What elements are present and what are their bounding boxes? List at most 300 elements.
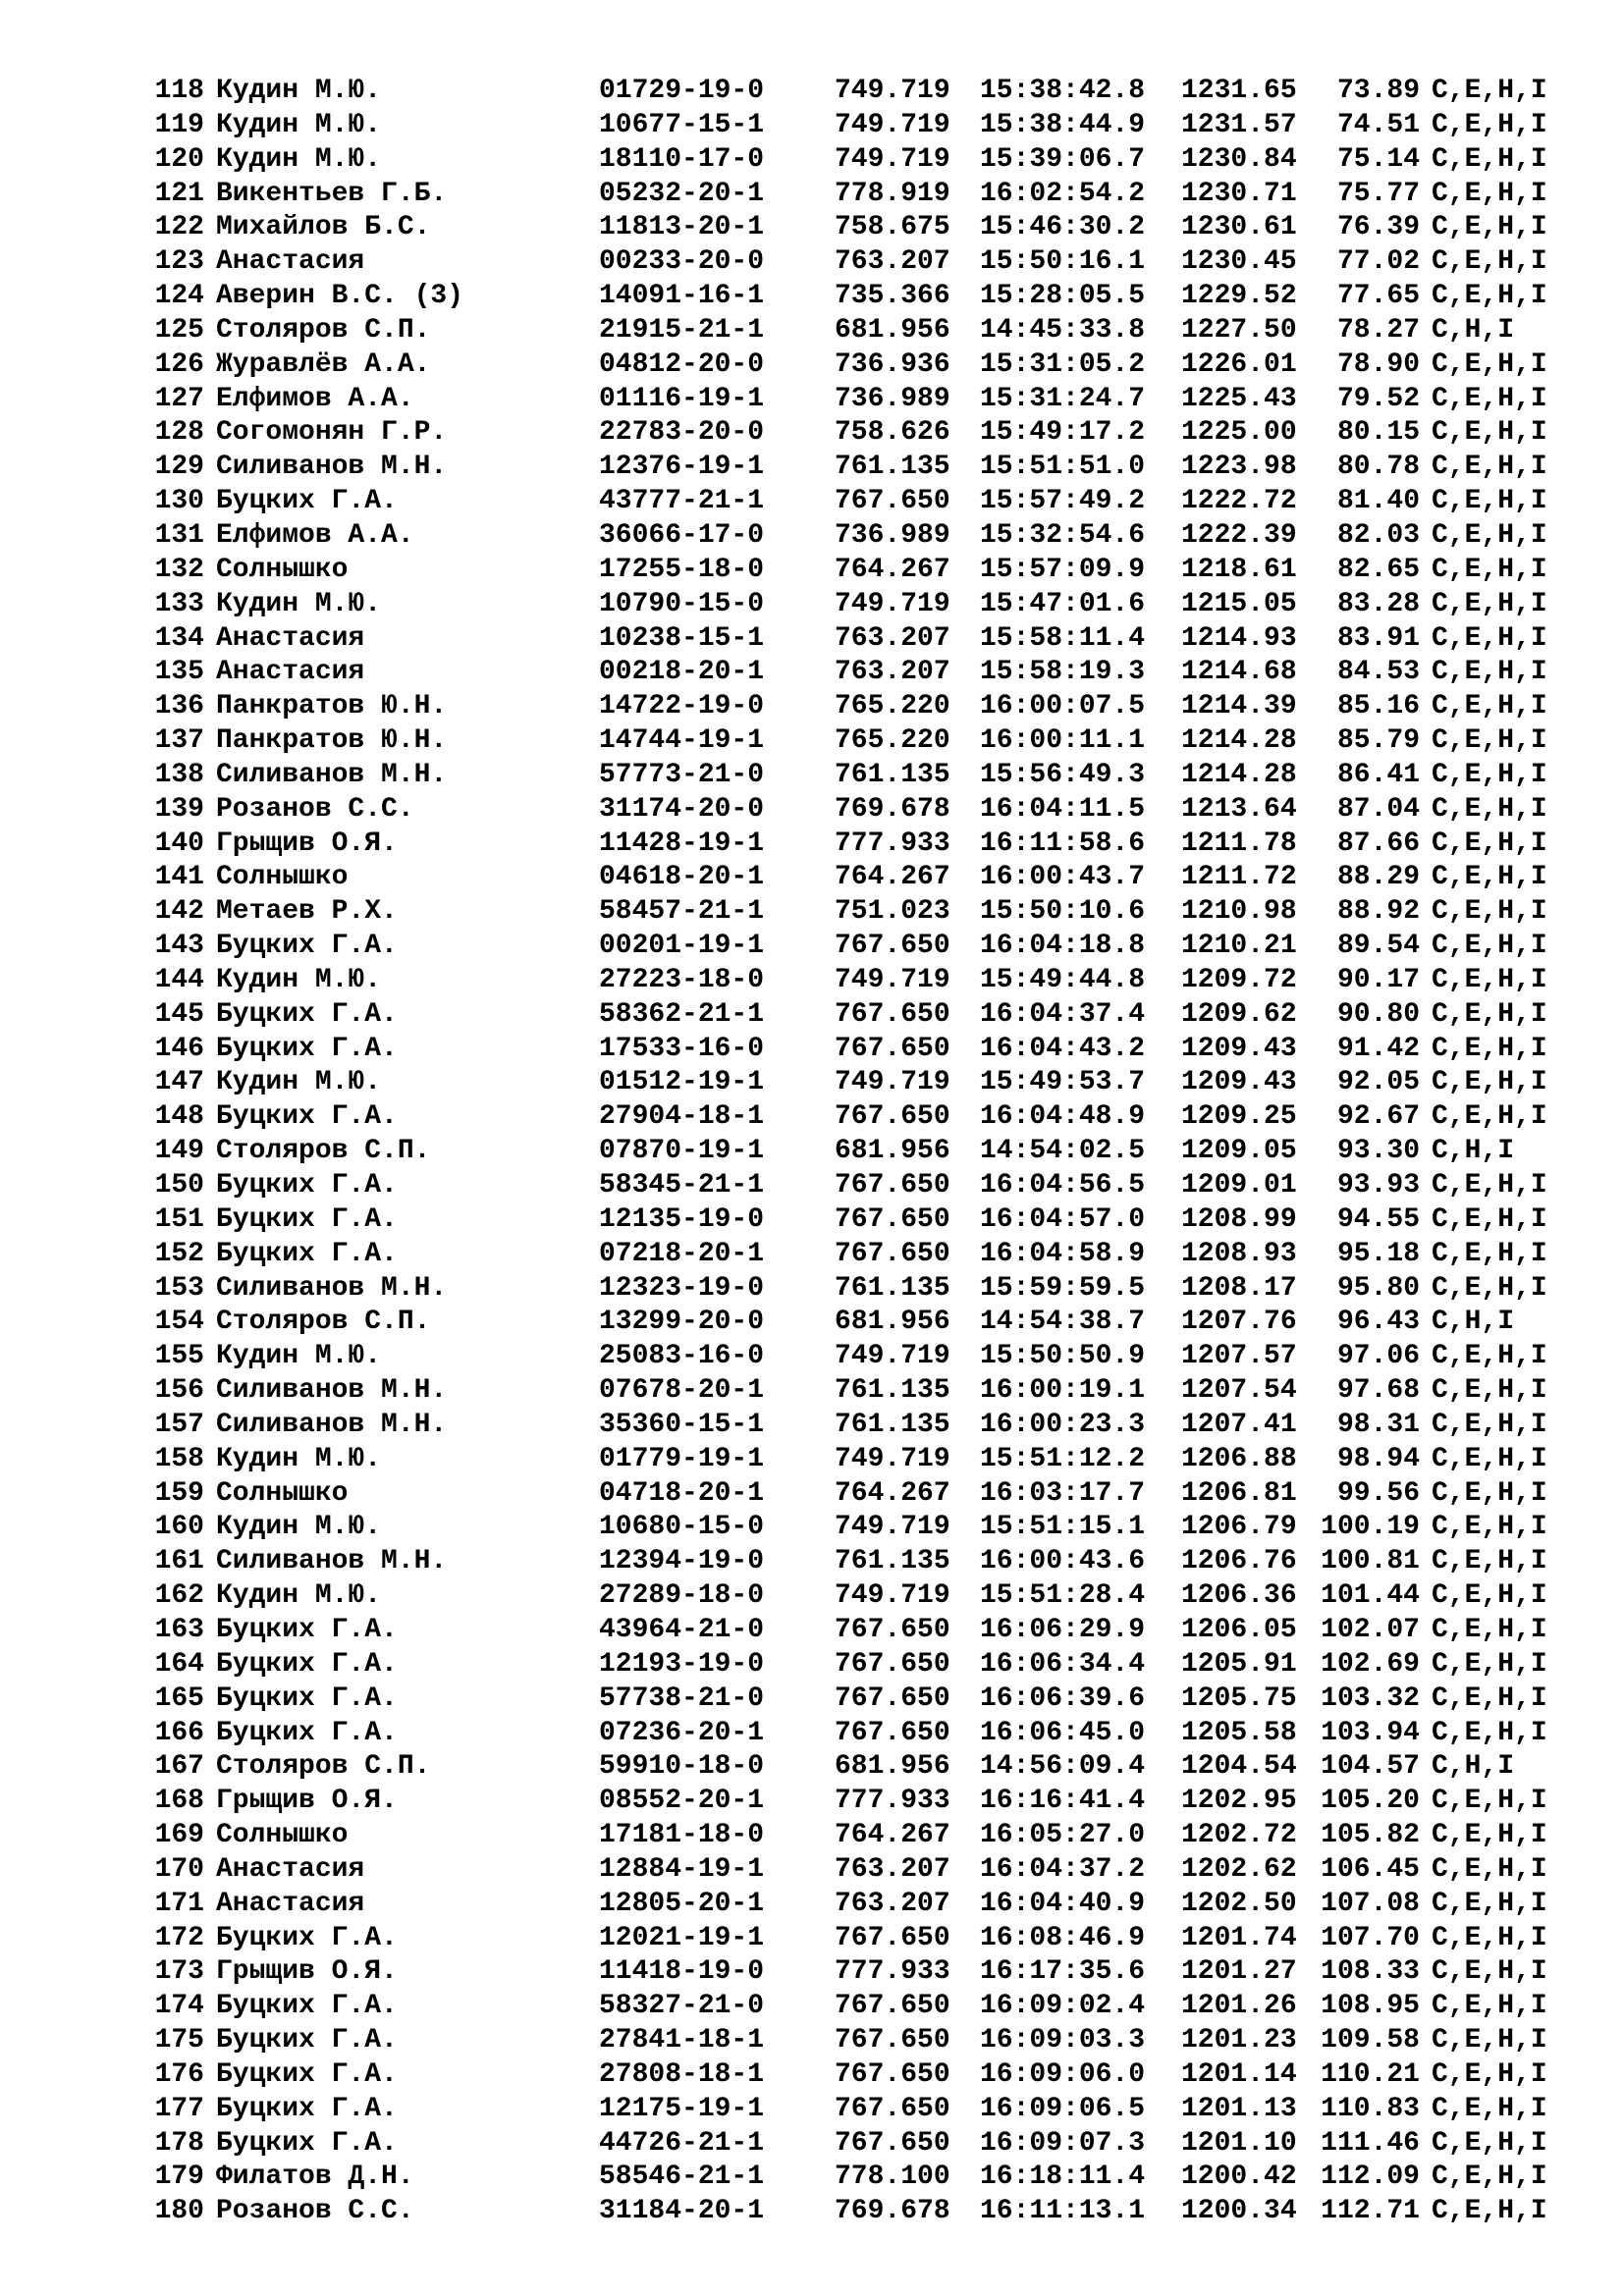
speed-cell: 1231.57: [1181, 109, 1297, 140]
arrival-time-cell: 16:00:19.1: [980, 1375, 1146, 1407]
distance-cell: 761.135: [835, 1546, 950, 1577]
fancier-name-cell: Кудин М.Ю.: [216, 1580, 382, 1612]
points-cell: 105.82: [1321, 1820, 1420, 1851]
points-cell: 93.93: [1336, 1170, 1420, 1201]
points-cell: 102.69: [1321, 1648, 1420, 1680]
distance-cell: 767.650: [835, 1682, 950, 1714]
points-cell: 78.27: [1336, 314, 1420, 346]
speed-cell: 1226.01: [1181, 348, 1297, 380]
distance-cell: 758.626: [835, 417, 950, 449]
distance-cell: 778.919: [835, 178, 950, 209]
speed-cell: 1207.57: [1181, 1341, 1297, 1372]
place-cell: 165: [154, 1682, 204, 1714]
distance-cell: 681.956: [835, 1307, 950, 1338]
points-cell: 95.80: [1336, 1272, 1420, 1304]
speed-cell: 1201.27: [1181, 1956, 1297, 1988]
speed-cell: 1201.13: [1181, 2093, 1297, 2124]
place-cell: 146: [154, 1033, 204, 1064]
categories-cell: C,E,H,I: [1432, 1033, 1547, 1064]
points-cell: 110.21: [1321, 2058, 1420, 2090]
result-row: [145, 109, 1579, 143]
points-cell: 87.04: [1336, 793, 1420, 825]
points-cell: 84.53: [1336, 657, 1420, 688]
points-cell: 82.03: [1336, 519, 1420, 551]
speed-cell: 1206.36: [1181, 1580, 1297, 1612]
ring-number-cell: 12193-19-0: [599, 1648, 765, 1680]
points-cell: 80.15: [1336, 417, 1420, 449]
place-cell: 174: [154, 1991, 204, 2022]
arrival-time-cell: 14:54:02.5: [980, 1136, 1146, 1167]
speed-cell: 1202.50: [1181, 1888, 1297, 1919]
distance-cell: 761.135: [835, 1375, 950, 1407]
distance-cell: 763.207: [835, 246, 950, 278]
place-cell: 150: [154, 1170, 204, 1201]
place-cell: 157: [154, 1409, 204, 1440]
arrival-time-cell: 15:38:42.8: [980, 76, 1146, 106]
fancier-name-cell: Кудин М.Ю.: [216, 588, 382, 619]
categories-cell: C,E,H,I: [1432, 1512, 1547, 1543]
arrival-time-cell: 16:04:40.9: [980, 1888, 1146, 1919]
arrival-time-cell: 16:09:03.3: [980, 2025, 1146, 2056]
speed-cell: 1202.95: [1181, 1786, 1297, 1817]
categories-cell: C,E,H,I: [1432, 1170, 1547, 1201]
categories-cell: C,E,H,I: [1432, 896, 1547, 928]
result-row: [145, 1238, 1579, 1272]
ring-number-cell: 27904-18-1: [599, 1101, 765, 1133]
fancier-name-cell: Грыщив О.Я.: [216, 1786, 398, 1817]
categories-cell: C,H,I: [1432, 1136, 1515, 1167]
categories-cell: C,E,H,I: [1432, 1717, 1547, 1748]
speed-cell: 1225.43: [1181, 383, 1297, 414]
ring-number-cell: 10238-15-1: [599, 622, 765, 654]
fancier-name-cell: Кудин М.Ю.: [216, 1443, 382, 1474]
fancier-name-cell: Розанов С.С.: [216, 793, 414, 825]
result-row: [145, 416, 1579, 451]
speed-cell: 1202.72: [1181, 1820, 1297, 1851]
distance-cell: 767.650: [835, 1033, 950, 1064]
fancier-name-cell: Журавлёв А.А.: [216, 348, 431, 380]
distance-cell: 765.220: [835, 725, 950, 757]
fancier-name-cell: Буцких Г.А.: [216, 486, 398, 517]
ring-number-cell: 07218-20-1: [599, 1238, 765, 1269]
speed-cell: 1214.28: [1181, 725, 1297, 757]
distance-cell: 749.719: [835, 588, 950, 619]
fancier-name-cell: Буцких Г.А.: [216, 1170, 398, 1201]
result-row: [145, 280, 1579, 314]
place-cell: 153: [154, 1272, 204, 1304]
ring-number-cell: 11813-20-1: [599, 212, 765, 243]
fancier-name-cell: Буцких Г.А.: [216, 1717, 398, 1748]
categories-cell: C,E,H,I: [1432, 964, 1547, 995]
ring-number-cell: 00201-19-1: [599, 931, 765, 962]
speed-cell: 1214.68: [1181, 657, 1297, 688]
place-cell: 147: [154, 1067, 204, 1098]
distance-cell: 767.650: [835, 1238, 950, 1269]
distance-cell: 767.650: [835, 1648, 950, 1680]
distance-cell: 763.207: [835, 657, 950, 688]
categories-cell: C,E,H,I: [1432, 246, 1547, 278]
fancier-name-cell: Буцких Г.А.: [216, 1203, 398, 1235]
ring-number-cell: 58457-21-1: [599, 896, 765, 928]
result-row: [145, 930, 1579, 964]
arrival-time-cell: 16:04:48.9: [980, 1101, 1146, 1133]
arrival-time-cell: 16:04:18.8: [980, 931, 1146, 962]
fancier-name-cell: Солнышко: [216, 1820, 349, 1851]
results-table: [145, 75, 1579, 2229]
result-row: [145, 211, 1579, 245]
place-cell: 140: [154, 828, 204, 859]
points-cell: 103.32: [1321, 1682, 1420, 1714]
points-cell: 97.68: [1336, 1375, 1420, 1407]
ring-number-cell: 12394-19-0: [599, 1546, 765, 1577]
arrival-time-cell: 16:11:13.1: [980, 2196, 1146, 2227]
result-row: [145, 1614, 1579, 1648]
categories-cell: C,E,H,I: [1432, 109, 1547, 140]
fancier-name-cell: Буцких Г.А.: [216, 1238, 398, 1269]
points-cell: 89.54: [1336, 931, 1420, 962]
arrival-time-cell: 16:09:06.5: [980, 2093, 1146, 2124]
ring-number-cell: 21915-21-1: [599, 314, 765, 346]
ring-number-cell: 01512-19-1: [599, 1067, 765, 1098]
ring-number-cell: 17181-18-0: [599, 1820, 765, 1851]
speed-cell: 1202.62: [1181, 1853, 1297, 1885]
arrival-time-cell: 15:57:49.2: [980, 486, 1146, 517]
fancier-name-cell: Викентьев Г.Б.: [216, 178, 448, 209]
result-row: [145, 143, 1579, 178]
ring-number-cell: 59910-18-0: [599, 1751, 765, 1783]
speed-cell: 1201.74: [1181, 1922, 1297, 1953]
speed-cell: 1201.23: [1181, 2025, 1297, 2056]
place-cell: 180: [154, 2196, 204, 2227]
distance-cell: 767.650: [835, 1614, 950, 1645]
result-row: [145, 1340, 1579, 1374]
ring-number-cell: 43964-21-0: [599, 1614, 765, 1645]
result-row: [145, 2024, 1579, 2058]
fancier-name-cell: Михайлов Б.С.: [216, 212, 431, 243]
categories-cell: C,E,H,I: [1432, 1614, 1547, 1645]
result-row: [145, 793, 1579, 828]
result-row: [145, 1682, 1579, 1717]
fancier-name-cell: Анастасия: [216, 246, 365, 278]
result-row: [145, 1990, 1579, 2024]
arrival-time-cell: 15:32:54.6: [980, 519, 1146, 551]
distance-cell: 749.719: [835, 1443, 950, 1474]
distance-cell: 765.220: [835, 691, 950, 722]
distance-cell: 763.207: [835, 622, 950, 654]
place-cell: 152: [154, 1238, 204, 1269]
points-cell: 108.95: [1321, 1991, 1420, 2022]
ring-number-cell: 00233-20-0: [599, 246, 765, 278]
categories-cell: C,E,H,I: [1432, 828, 1547, 859]
place-cell: 143: [154, 931, 204, 962]
points-cell: 106.45: [1321, 1853, 1420, 1885]
result-row: [145, 1648, 1579, 1682]
fancier-name-cell: Силиванов М.Н.: [216, 1272, 448, 1304]
arrival-time-cell: 16:04:37.4: [980, 998, 1146, 1030]
result-row: [145, 2127, 1579, 2162]
place-cell: 171: [154, 1888, 204, 1919]
arrival-time-cell: 16:11:58.6: [980, 828, 1146, 859]
arrival-time-cell: 14:54:38.7: [980, 1307, 1146, 1338]
categories-cell: C,E,H,I: [1432, 452, 1547, 483]
place-cell: 134: [154, 622, 204, 654]
speed-cell: 1215.05: [1181, 588, 1297, 619]
fancier-name-cell: Грыщив О.Я.: [216, 828, 398, 859]
fancier-name-cell: Грыщив О.Я.: [216, 1956, 398, 1988]
speed-cell: 1229.52: [1181, 281, 1297, 312]
speed-cell: 1206.79: [1181, 1512, 1297, 1543]
speed-cell: 1209.01: [1181, 1170, 1297, 1201]
speed-cell: 1210.98: [1181, 896, 1297, 928]
categories-cell: C,E,H,I: [1432, 76, 1547, 106]
fancier-name-cell: Метаев Р.Х.: [216, 896, 398, 928]
points-cell: 78.90: [1336, 348, 1420, 380]
place-cell: 149: [154, 1136, 204, 1167]
place-cell: 135: [154, 657, 204, 688]
speed-cell: 1230.71: [1181, 178, 1297, 209]
categories-cell: C,E,H,I: [1432, 1409, 1547, 1440]
distance-cell: 767.650: [835, 1717, 950, 1748]
categories-cell: C,H,I: [1432, 1307, 1515, 1338]
speed-cell: 1205.91: [1181, 1648, 1297, 1680]
points-cell: 77.65: [1336, 281, 1420, 312]
arrival-time-cell: 16:04:37.2: [980, 1853, 1146, 1885]
arrival-time-cell: 15:58:19.3: [980, 657, 1146, 688]
result-row: [145, 1922, 1579, 1956]
fancier-name-cell: Силиванов М.Н.: [216, 1409, 448, 1440]
place-cell: 125: [154, 314, 204, 346]
categories-cell: C,E,H,I: [1432, 862, 1547, 893]
ring-number-cell: 12135-19-0: [599, 1203, 765, 1235]
speed-cell: 1201.10: [1181, 2127, 1297, 2159]
distance-cell: 767.650: [835, 486, 950, 517]
distance-cell: 749.719: [835, 1512, 950, 1543]
result-row: [145, 383, 1579, 417]
distance-cell: 763.207: [835, 1888, 950, 1919]
result-row: [145, 690, 1579, 724]
speed-cell: 1208.99: [1181, 1203, 1297, 1235]
fancier-name-cell: Кудин М.Ю.: [216, 1512, 382, 1543]
speed-cell: 1200.42: [1181, 2162, 1297, 2193]
fancier-name-cell: Аверин В.С. (3): [216, 281, 464, 312]
categories-cell: C,E,H,I: [1432, 793, 1547, 825]
ring-number-cell: 35360-15-1: [599, 1409, 765, 1440]
distance-cell: 767.650: [835, 2058, 950, 2090]
place-cell: 170: [154, 1853, 204, 1885]
distance-cell: 764.267: [835, 1820, 950, 1851]
result-row: [145, 1717, 1579, 1751]
distance-cell: 749.719: [835, 1580, 950, 1612]
result-row: [145, 1066, 1579, 1100]
result-row: [145, 554, 1579, 588]
fancier-name-cell: Филатов Д.Н.: [216, 2162, 414, 2193]
result-row: [145, 314, 1579, 348]
ring-number-cell: 13299-20-0: [599, 1307, 765, 1338]
points-cell: 95.18: [1336, 1238, 1420, 1269]
categories-cell: C,E,H,I: [1432, 1067, 1547, 1098]
distance-cell: 777.933: [835, 1956, 950, 1988]
categories-cell: C,E,H,I: [1432, 1853, 1547, 1885]
speed-cell: 1211.78: [1181, 828, 1297, 859]
points-cell: 112.09: [1321, 2162, 1420, 2193]
speed-cell: 1205.75: [1181, 1682, 1297, 1714]
speed-cell: 1209.05: [1181, 1136, 1297, 1167]
fancier-name-cell: Столяров С.П.: [216, 1307, 431, 1338]
distance-cell: 769.678: [835, 2196, 950, 2227]
fancier-name-cell: Кудин М.Ю.: [216, 109, 382, 140]
speed-cell: 1200.34: [1181, 2196, 1297, 2227]
arrival-time-cell: 16:00:43.6: [980, 1546, 1146, 1577]
points-cell: 101.44: [1321, 1580, 1420, 1612]
categories-cell: C,E,H,I: [1432, 2025, 1547, 2056]
speed-cell: 1209.62: [1181, 998, 1297, 1030]
result-row: [145, 1409, 1579, 1443]
categories-cell: C,E,H,I: [1432, 2162, 1547, 2193]
distance-cell: 767.650: [835, 2093, 950, 2124]
points-cell: 86.41: [1336, 759, 1420, 790]
points-cell: 75.77: [1336, 178, 1420, 209]
place-cell: 142: [154, 896, 204, 928]
place-cell: 131: [154, 519, 204, 551]
speed-cell: 1227.50: [1181, 314, 1297, 346]
result-row: [145, 1443, 1579, 1477]
place-cell: 121: [154, 178, 204, 209]
fancier-name-cell: Буцких Г.А.: [216, 1033, 398, 1064]
arrival-time-cell: 15:31:05.2: [980, 348, 1146, 380]
speed-cell: 1209.43: [1181, 1033, 1297, 1064]
arrival-time-cell: 16:04:56.5: [980, 1170, 1146, 1201]
fancier-name-cell: Кудин М.Ю.: [216, 143, 382, 175]
result-row: [145, 2058, 1579, 2093]
speed-cell: 1206.81: [1181, 1477, 1297, 1509]
ring-number-cell: 11418-19-0: [599, 1956, 765, 1988]
result-row: [145, 1272, 1579, 1307]
arrival-time-cell: 15:50:50.9: [980, 1341, 1146, 1372]
distance-cell: 769.678: [835, 793, 950, 825]
fancier-name-cell: Силиванов М.Н.: [216, 759, 448, 790]
distance-cell: 749.719: [835, 1341, 950, 1372]
ring-number-cell: 10680-15-0: [599, 1512, 765, 1543]
place-cell: 168: [154, 1786, 204, 1817]
result-row: [145, 1853, 1579, 1888]
place-cell: 167: [154, 1751, 204, 1783]
points-cell: 79.52: [1336, 383, 1420, 414]
speed-cell: 1213.64: [1181, 793, 1297, 825]
categories-cell: C,E,H,I: [1432, 725, 1547, 757]
points-cell: 85.79: [1336, 725, 1420, 757]
arrival-time-cell: 14:45:33.8: [980, 314, 1146, 346]
arrival-time-cell: 16:09:06.0: [980, 2058, 1146, 2090]
result-row: [145, 1750, 1579, 1785]
categories-cell: C,E,H,I: [1432, 1956, 1547, 1988]
place-cell: 126: [154, 348, 204, 380]
points-cell: 107.70: [1321, 1922, 1420, 1953]
ring-number-cell: 12175-19-1: [599, 2093, 765, 2124]
points-cell: 75.14: [1336, 143, 1420, 175]
fancier-name-cell: Солнышко: [216, 1477, 349, 1509]
categories-cell: C,E,H,I: [1432, 1922, 1547, 1953]
place-cell: 133: [154, 588, 204, 619]
points-cell: 98.94: [1336, 1443, 1420, 1474]
fancier-name-cell: Столяров С.П.: [216, 1136, 431, 1167]
categories-cell: C,E,H,I: [1432, 1272, 1547, 1304]
points-cell: 110.83: [1321, 2093, 1420, 2124]
place-cell: 158: [154, 1443, 204, 1474]
fancier-name-cell: Силиванов М.Н.: [216, 452, 448, 483]
ring-number-cell: 12021-19-1: [599, 1922, 765, 1953]
result-row: [145, 861, 1579, 895]
ring-number-cell: 58327-21-0: [599, 1991, 765, 2022]
result-row: [145, 1100, 1579, 1135]
arrival-time-cell: 16:08:46.9: [980, 1922, 1146, 1953]
points-cell: 88.92: [1336, 896, 1420, 928]
categories-cell: C,E,H,I: [1432, 1888, 1547, 1919]
arrival-time-cell: 15:56:49.3: [980, 759, 1146, 790]
speed-cell: 1222.72: [1181, 486, 1297, 517]
speed-cell: 1204.54: [1181, 1751, 1297, 1783]
place-cell: 176: [154, 2058, 204, 2090]
fancier-name-cell: Буцких Г.А.: [216, 1101, 398, 1133]
distance-cell: 758.675: [835, 212, 950, 243]
points-cell: 99.56: [1336, 1477, 1420, 1509]
fancier-name-cell: Анастасия: [216, 1853, 365, 1885]
ring-number-cell: 27808-18-1: [599, 2058, 765, 2090]
arrival-time-cell: 16:09:02.4: [980, 1991, 1146, 2022]
ring-number-cell: 31174-20-0: [599, 793, 765, 825]
fancier-name-cell: Столяров С.П.: [216, 314, 431, 346]
categories-cell: C,E,H,I: [1432, 1991, 1547, 2022]
place-cell: 145: [154, 998, 204, 1030]
result-row: [145, 964, 1579, 998]
place-cell: 137: [154, 725, 204, 757]
speed-cell: 1214.93: [1181, 622, 1297, 654]
ring-number-cell: 27841-18-1: [599, 2025, 765, 2056]
place-cell: 166: [154, 1717, 204, 1748]
place-cell: 151: [154, 1203, 204, 1235]
points-cell: 112.71: [1321, 2196, 1420, 2227]
categories-cell: C,E,H,I: [1432, 1648, 1547, 1680]
fancier-name-cell: Анастасия: [216, 622, 365, 654]
categories-cell: C,E,H,I: [1432, 1443, 1547, 1474]
speed-cell: 1230.84: [1181, 143, 1297, 175]
arrival-time-cell: 16:02:54.2: [980, 178, 1146, 209]
ring-number-cell: 08552-20-1: [599, 1786, 765, 1817]
speed-cell: 1222.39: [1181, 519, 1297, 551]
distance-cell: 767.650: [835, 931, 950, 962]
ring-number-cell: 10790-15-0: [599, 588, 765, 619]
arrival-time-cell: 16:00:11.1: [980, 725, 1146, 757]
result-row: [145, 588, 1579, 622]
result-row: [145, 1785, 1579, 1819]
categories-cell: C,E,H,I: [1432, 281, 1547, 312]
result-row: [145, 1477, 1579, 1512]
speed-cell: 1230.61: [1181, 212, 1297, 243]
arrival-time-cell: 16:00:07.5: [980, 691, 1146, 722]
ring-number-cell: 11428-19-1: [599, 828, 765, 859]
place-cell: 120: [154, 143, 204, 175]
ring-number-cell: 58546-21-1: [599, 2162, 765, 2193]
result-row: [145, 1306, 1579, 1340]
place-cell: 119: [154, 109, 204, 140]
place-cell: 128: [154, 417, 204, 449]
arrival-time-cell: 16:06:34.4: [980, 1648, 1146, 1680]
distance-cell: 767.650: [835, 998, 950, 1030]
speed-cell: 1209.72: [1181, 964, 1297, 995]
result-row: [145, 519, 1579, 554]
distance-cell: 767.650: [835, 1101, 950, 1133]
fancier-name-cell: Столяров С.П.: [216, 1751, 431, 1783]
speed-cell: 1214.39: [1181, 691, 1297, 722]
